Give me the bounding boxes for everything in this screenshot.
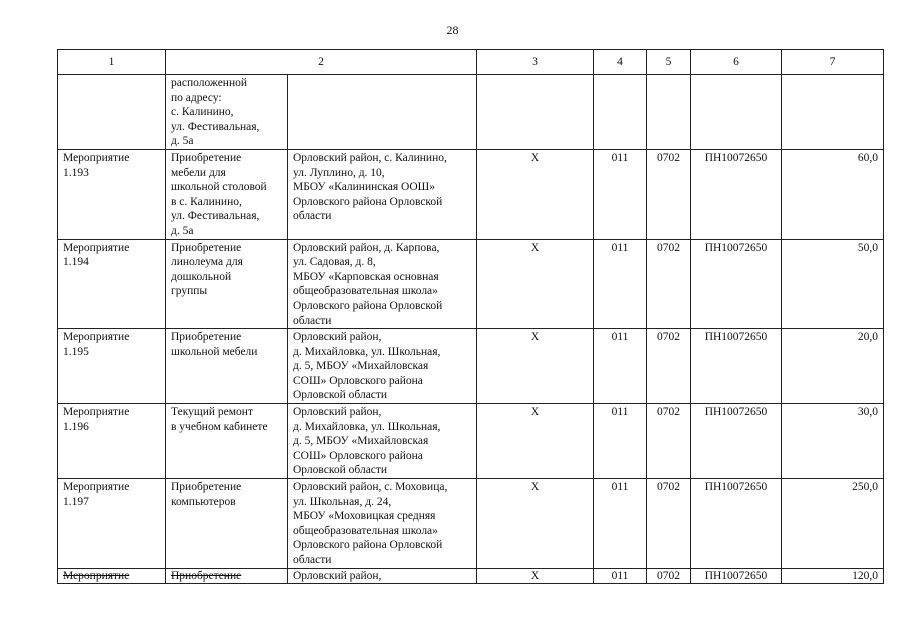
cell-line: Орловский район, — [293, 406, 382, 419]
col7-cell: 250,0 — [782, 479, 884, 569]
col3-cell: X — [477, 479, 594, 569]
cell-line: ул. Школьная, д. 24, — [293, 495, 392, 508]
cell-line: МБОУ «Калининская ООШ» — [293, 181, 436, 194]
cell-line: МБОУ «Моховицкая средняя — [293, 510, 436, 523]
address-cell — [288, 75, 477, 150]
col3-cell: X — [477, 149, 594, 239]
cell-line: 1.194 — [63, 256, 89, 269]
header-cell: 3 — [477, 50, 594, 75]
col6-cell: ПН10072650 — [691, 149, 782, 239]
header-cell: 7 — [782, 50, 884, 75]
col3-cell: X — [477, 239, 594, 329]
cell-line: ул. Фестивальная, — [171, 210, 260, 223]
col6-cell: ПН10072650 — [691, 479, 782, 569]
cell-line: общеобразовательная школа» — [293, 285, 438, 298]
col3-cell — [477, 75, 594, 150]
header-cell: 5 — [647, 50, 691, 75]
event-cell — [58, 149, 166, 239]
cell-line: области — [293, 554, 332, 566]
table-row — [58, 479, 884, 569]
continuation-row — [58, 75, 884, 150]
address-cell — [288, 149, 477, 239]
cell-line: по адресу: — [171, 91, 222, 104]
cell-line: 1.193 — [63, 166, 89, 179]
table-row — [58, 404, 884, 479]
col6-cell: ПН10072650 — [691, 329, 782, 404]
name-cell — [166, 329, 288, 404]
col7-cell: 50,0 — [782, 239, 884, 329]
cell-line: Орловский район, д. Карпова, — [293, 241, 440, 254]
address-cell — [288, 404, 477, 479]
table-row — [58, 329, 884, 404]
cell-line: в с. Калинино, — [171, 195, 242, 208]
event-cell: Мероприятие — [58, 568, 166, 584]
col3-cell: X — [477, 404, 594, 479]
col7-cell: 60,0 — [782, 149, 884, 239]
cell-line: с. Калинино, — [171, 106, 234, 119]
cell-line: Мероприятие — [63, 481, 130, 494]
cell-line: д. Михайловка, ул. Школьная, — [293, 345, 441, 358]
cell-line: Мероприятие — [63, 331, 130, 344]
col7-cell: 120,0 — [782, 568, 884, 584]
col7-cell — [782, 75, 884, 150]
header-cell: 1 — [58, 50, 166, 75]
name-cell — [166, 75, 288, 150]
address-cell — [288, 239, 477, 329]
event-cell — [58, 239, 166, 329]
cell-line: школьной столовой — [171, 181, 267, 194]
name-cell — [166, 239, 288, 329]
cell-line: Мероприятие — [63, 241, 130, 254]
cell-line: расположенной — [171, 77, 248, 89]
cell-line: 1.195 — [63, 345, 89, 358]
header-cell: 4 — [594, 50, 647, 75]
cell-line: Приобретение — [171, 151, 242, 164]
event-cell — [58, 479, 166, 569]
col6-cell: ПН10072650 — [691, 239, 782, 329]
col6-cell: ПН10072650 — [691, 568, 782, 584]
cell-line: 1.196 — [63, 420, 89, 433]
col4-cell: 011 — [594, 329, 647, 404]
table-row — [58, 239, 884, 329]
col5-cell: 0702 — [647, 479, 691, 569]
cell-line: Мероприятие — [63, 406, 130, 419]
col3-cell: X — [477, 568, 594, 584]
event-cell — [58, 75, 166, 150]
cell-line: СОШ» Орловского района — [293, 449, 423, 462]
col5-cell — [647, 75, 691, 150]
name-cell — [166, 149, 288, 239]
cell-line: Орловского района Орловской — [293, 195, 443, 208]
event-cell — [58, 404, 166, 479]
cell-line: Приобретение — [171, 241, 242, 254]
cell-line: Орловской области — [293, 464, 388, 477]
col7-cell: 20,0 — [782, 329, 884, 404]
cell-line: линолеума для — [171, 256, 243, 269]
cell-line: Мероприятие — [63, 151, 130, 164]
col5-cell: 0702 — [647, 149, 691, 239]
page-number: 28 — [446, 23, 459, 37]
table-row — [58, 149, 884, 239]
address-cell — [288, 479, 477, 569]
cell-line: 1.197 — [63, 495, 89, 508]
cell-line: школьной мебели — [171, 345, 258, 358]
cell-line: компьютеров — [171, 495, 236, 508]
cell-line: д. 5, МБОУ «Михайловская — [293, 360, 429, 373]
cell-line: д. Михайловка, ул. Школьная, — [293, 420, 441, 433]
name-cell — [166, 479, 288, 569]
cell-line: Орловской области — [293, 389, 388, 402]
cell-line: мебели для — [171, 166, 226, 179]
col6-cell — [691, 75, 782, 150]
col6-cell: ПН10072650 — [691, 404, 782, 479]
col5-cell: 0702 — [647, 239, 691, 329]
cell-line: области — [293, 210, 332, 223]
col5-cell: 0702 — [647, 568, 691, 584]
address-cell — [288, 329, 477, 404]
cut-off-row — [58, 568, 884, 584]
cell-line: группы — [171, 285, 208, 298]
cell-line: д. 5а — [171, 135, 194, 148]
cell-line: области — [293, 314, 332, 327]
col3-cell: X — [477, 329, 594, 404]
col4-cell — [594, 75, 647, 150]
col4-cell: 011 — [594, 149, 647, 239]
cell-line: дошкольной — [171, 270, 232, 283]
cell-line: Орловский район, с. Моховица, — [293, 481, 448, 494]
event-cell — [58, 329, 166, 404]
budget-table — [57, 49, 884, 584]
header-cell: 6 — [691, 50, 782, 75]
col4-cell: 011 — [594, 479, 647, 569]
cell-line: Орловского района Орловской — [293, 539, 443, 552]
col5-cell: 0702 — [647, 404, 691, 479]
cell-line: МБОУ «Карповская основная — [293, 270, 439, 283]
cell-line: Приобретение — [171, 481, 242, 494]
cell-line: Орловского района Орловской — [293, 299, 443, 312]
cell-line: ул. Луплино, д. 10, — [293, 166, 385, 179]
col7-cell: 30,0 — [782, 404, 884, 479]
cell-line: Орловский район, с. Калинино, — [293, 151, 447, 164]
col4-cell: 011 — [594, 404, 647, 479]
cell-line: Орловский район, — [293, 331, 382, 344]
header-cell: 2 — [166, 50, 477, 75]
col4-cell: 011 — [594, 239, 647, 329]
cell-line: общеобразовательная школа» — [293, 524, 438, 537]
cell-line: д. 5, МБОУ «Михайловская — [293, 435, 429, 448]
cell-line: Текущий ремонт — [171, 406, 253, 419]
cell-line: ул. Садовая, д. 8, — [293, 256, 376, 269]
name-cell — [166, 404, 288, 479]
cell-line: Приобретение — [171, 331, 242, 344]
col4-cell: 011 — [594, 568, 647, 584]
col5-cell: 0702 — [647, 329, 691, 404]
cell-line: в учебном кабинете — [171, 420, 268, 433]
cell-line: ул. Фестивальная, — [171, 120, 260, 133]
header-row — [58, 50, 884, 75]
address-cell: Орловский район, — [288, 568, 477, 584]
name-cell: Приобретение — [166, 568, 288, 584]
cell-line: СОШ» Орловского района — [293, 374, 423, 387]
cell-line: д. 5а — [171, 224, 194, 237]
